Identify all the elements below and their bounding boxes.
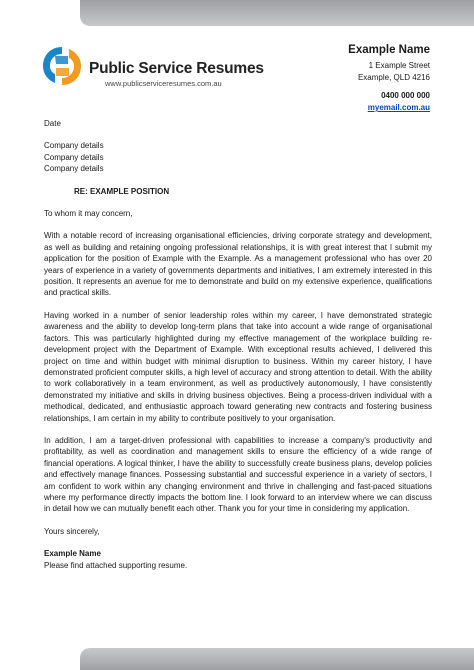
- sender-city: Example, QLD 4216: [357, 73, 430, 82]
- letter-subject: RE: EXAMPLE POSITION: [74, 186, 170, 196]
- recipient-line: Company details: [44, 164, 104, 174]
- letter-paragraph: With a notable record of increasing organisational efficiencies, driving corporate strategy and development, as well as building and retaining ongoing professional relationships, it is with great interest that I submit my application for the position of Example with the Example. As a management professional who has over 20 years of experience in a variety of governments departments and initiatives, I am extremely interested in this position. It represents an avenue for me to demonstrate and build on my extensive experience, qualifications and practical skills.: [44, 231, 432, 298]
- header-decorative-bar: [80, 0, 474, 26]
- letter-date: Date: [44, 119, 61, 128]
- letter-closing: Yours sincerely,: [44, 526, 100, 536]
- footer-decorative-bar: [80, 648, 474, 670]
- public-service-resumes-logo-icon: [40, 44, 84, 88]
- recipient-line: Company details: [44, 141, 104, 151]
- recipient-line: Company details: [44, 152, 104, 162]
- sender-block: [348, 44, 430, 114]
- letter-body: [44, 118, 432, 571]
- sender-street: 1 Example Street: [368, 61, 430, 70]
- sender-email-link[interactable]: myemail.com.au: [367, 103, 430, 112]
- letter-paragraph: Having worked in a number of senior leadership roles within my career, I have demonstrated strategic awareness and the ability to develop long-term plans that take into account a wide range of organisational factors. This was particularly highlighted during my effective management of the workplace building re-development project with the Department of Example. With exceptional results achieved, I delivered this project on time and within budget with minimal disruption to business. Within my career history, I have demonstrated proficient computer skills, a high level of accuracy and strong attention to detail. With the ability to work collaboratively in a team environment, as well as productively autonomously, I have consistently demonstrated my initiative and skills in driving business objectives. Being a process-driven individual with a methodical, dedicated, and enthusiastic approach toward generating new contracts and fostering business relationships, I am certain in my ability to contribute positively to your organisation.: [44, 310, 432, 423]
- letter-paragraph: In addition, I am a target-driven professional with capabilities to increase a company's productivity and profitability, as well as coordination and management skills to ensure the efficiency of a wide range of financial operations. A logical thinker, I have the ability to successfully create business plans, develop policies and effectively manage finances. Possessing substantial and successful experience in a variety of sectors, I am confident to work within any changing environment and thrive in challenging and fast-paced situations where my performance directly impacts the bottom line. I look forward to an interview where we can discuss in detail how we can mutually benefit each other. Thank you for your time in considering my application.: [44, 435, 432, 514]
- letter-salutation: To whom it may concern,: [44, 209, 133, 219]
- brand-name: Public Service Resumes: [89, 60, 264, 77]
- signature-name: Example Name: [44, 549, 101, 559]
- sender-phone: 0400 000 000: [381, 91, 430, 100]
- enclosure-note: Please find attached supporting resume.: [44, 560, 188, 570]
- brand-url: www.publicserviceresumes.com.au: [105, 79, 222, 88]
- sender-name: Example Name: [348, 44, 430, 56]
